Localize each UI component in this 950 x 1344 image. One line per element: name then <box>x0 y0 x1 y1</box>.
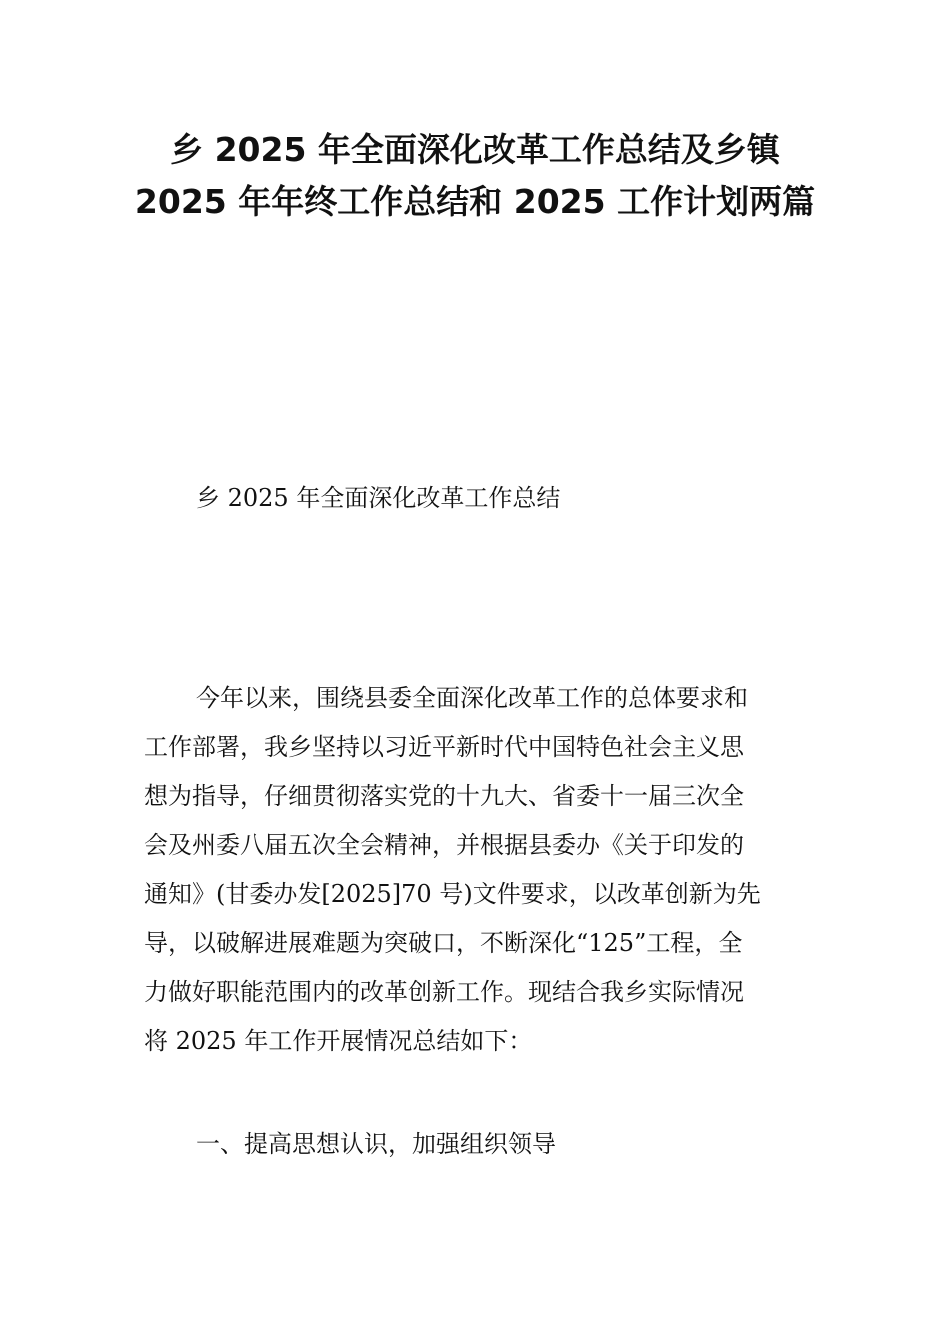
paragraph-line: 导，以破解进展难题为突破口，不断深化“125”工程，全 <box>144 929 743 957</box>
heading-one: 一、提高思想认识，加强组织领导 <box>196 1130 556 1158</box>
document-title-line-1: 乡 2025 年全面深化改革工作总结及乡镇 <box>170 130 780 169</box>
paragraph-line: 今年以来，围绕县委全面深化改革工作的总体要求和 <box>196 684 748 712</box>
paragraph-line: 工作部署，我乡坚持以习近平新时代中国特色社会主义思 <box>144 733 744 761</box>
paragraph-line: 想为指导，仔细贯彻落实党的十九大、省委十一届三次全 <box>144 782 744 810</box>
paragraph-line: 力做好职能范围内的改革创新工作。现结合我乡实际情况 <box>144 978 744 1006</box>
section-title: 乡 2025 年全面深化改革工作总结 <box>196 484 561 512</box>
paragraph-line: 通知》(甘委办发[2025]70 号)文件要求，以改革创新为先 <box>144 880 761 908</box>
paragraph-line: 将 2025 年工作开展情况总结如下： <box>144 1027 533 1055</box>
paragraph-line: 会及州委八届五次全会精神，并根据县委办《关于印发的 <box>144 831 744 859</box>
document-title-line-2: 2025 年年终工作总结和 2025 工作计划两篇 <box>134 182 816 221</box>
